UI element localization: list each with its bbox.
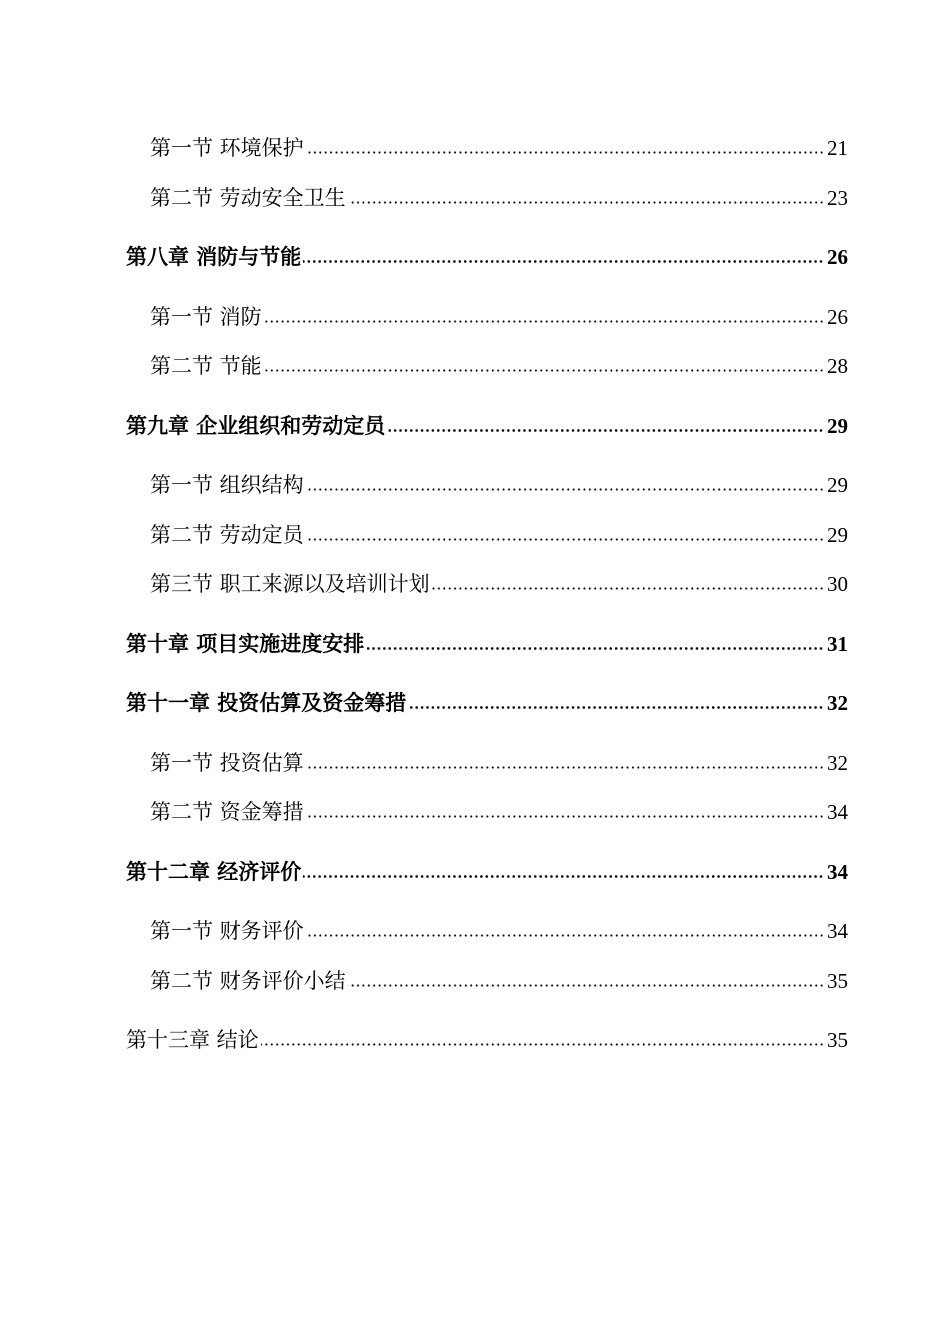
dot-leader	[348, 201, 824, 204]
toc-entry-title: 第二节 资金筹措	[150, 800, 304, 824]
toc-entry-title: 第二节 劳动安全卫生	[150, 186, 346, 210]
toc-entry-title: 第一节 投资估算	[150, 751, 304, 775]
toc-entry-chapter[interactable]	[0, 240, 950, 274]
toc-entry-title: 第一节 消防	[150, 305, 262, 329]
toc-entry-page: 34	[827, 860, 848, 884]
toc-entry-section[interactable]	[0, 468, 950, 502]
dot-leader	[306, 766, 824, 769]
toc-entry-section[interactable]	[0, 567, 950, 601]
toc-entry-section[interactable]	[0, 518, 950, 552]
toc-entry-section[interactable]	[0, 914, 950, 948]
dot-leader	[306, 934, 824, 937]
toc-entry-title: 第十章 项目实施进度安排	[126, 631, 365, 656]
dot-leader	[303, 260, 824, 263]
toc-entry-chapter[interactable]	[0, 1023, 950, 1057]
dot-leader	[306, 151, 824, 154]
dot-leader	[348, 984, 824, 987]
toc-entry-page: 34	[827, 800, 848, 824]
dot-leader	[306, 488, 824, 491]
toc-entry-section[interactable]	[0, 131, 950, 165]
dot-leader	[261, 1043, 824, 1046]
toc-entry-title: 第二节 财务评价小结	[150, 969, 346, 993]
toc-entry-page: 26	[827, 305, 848, 329]
toc-entry-section[interactable]	[0, 300, 950, 334]
dot-leader	[264, 369, 824, 372]
dot-leader	[432, 587, 824, 590]
toc-entry-title: 第九章 企业组织和劳动定员	[126, 413, 386, 438]
dot-leader	[408, 706, 824, 709]
toc-entry-title: 第二节 节能	[150, 354, 262, 378]
dot-leader	[264, 320, 824, 323]
toc-entry-page: 35	[827, 969, 848, 993]
toc-entry-page: 29	[827, 414, 848, 438]
dot-leader	[387, 429, 824, 432]
toc-entry-title: 第一节 环境保护	[150, 136, 304, 160]
toc-entry-title: 第一节 财务评价	[150, 919, 304, 943]
toc-entry-page: 30	[827, 572, 848, 596]
toc-entry-chapter[interactable]	[0, 686, 950, 720]
toc-entry-page: 29	[827, 523, 848, 547]
toc-entry-page: 32	[827, 751, 848, 775]
toc-entry-title: 第十二章 经济评价	[126, 859, 302, 884]
toc-entry-page: 32	[827, 691, 848, 715]
toc-entry-section[interactable]	[0, 349, 950, 383]
toc-entry-page: 29	[827, 473, 848, 497]
toc-entry-page: 23	[827, 186, 848, 210]
toc-entry-page: 34	[827, 919, 848, 943]
toc-entry-page: 21	[827, 136, 848, 160]
toc-entry-section[interactable]	[0, 795, 950, 829]
toc-entry-page: 26	[827, 245, 848, 269]
dot-leader	[306, 538, 824, 541]
toc-entry-chapter[interactable]	[0, 409, 950, 443]
dot-leader	[366, 647, 824, 650]
toc-entry-title: 第一节 组织结构	[150, 473, 304, 497]
toc-entry-page: 31	[827, 632, 848, 656]
dot-leader	[303, 875, 824, 878]
toc-entry-section[interactable]	[0, 181, 950, 215]
toc-entry-section[interactable]	[0, 964, 950, 998]
toc-entry-chapter[interactable]	[0, 855, 950, 889]
toc-entry-title: 第三节 职工来源以及培训计划	[150, 572, 430, 596]
toc-entry-chapter[interactable]	[0, 627, 950, 661]
toc-entry-page: 28	[827, 354, 848, 378]
toc-entry-title: 第二节 劳动定员	[150, 523, 304, 547]
toc-entry-title: 第十三章 结论	[126, 1028, 259, 1052]
toc-entry-title: 第十一章 投资估算及资金筹措	[126, 690, 407, 715]
toc-entry-page: 35	[827, 1028, 848, 1052]
toc-entry-title: 第八章 消防与节能	[126, 244, 302, 269]
toc-entry-section[interactable]	[0, 746, 950, 780]
dot-leader	[306, 815, 824, 818]
